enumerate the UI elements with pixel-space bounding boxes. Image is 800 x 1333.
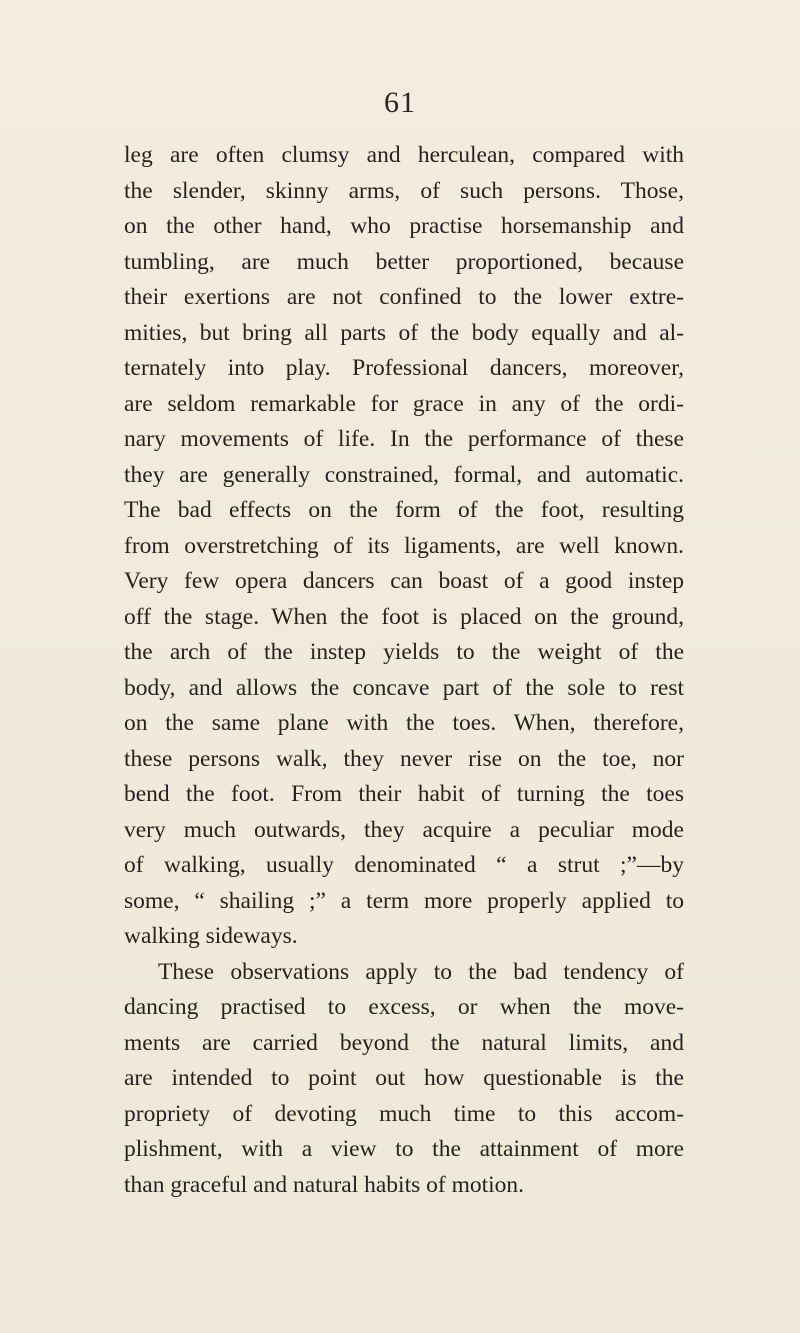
text-line: These observations apply to the bad tendency of: [158, 958, 684, 985]
text-line: Very few opera dancers can boast of a good instep: [124, 568, 684, 594]
text-line: some, “ shailing ;” a term more properly applied to: [124, 887, 684, 914]
text-line: from overstretching of its ligaments, are well known.: [124, 532, 684, 559]
text-line: plishment, with a view to the attainment of more: [124, 1136, 684, 1162]
paragraph: [124, 955, 684, 1204]
text-line: these persons walk, they never rise on the toe, nor: [124, 745, 684, 772]
text-line: dancing practised to excess, or when the move-: [124, 994, 684, 1020]
text-line: bend the foot. From their habit of turning the toes: [124, 781, 684, 807]
text-line: the slender, skinny arms, of such persons. Those,: [124, 177, 684, 204]
text-line: tumbling, are much better proportioned, because: [124, 248, 684, 275]
text-line: ments are carried beyond the natural limits, and: [124, 1029, 684, 1056]
text-line: the arch of the instep yields to the weight of the: [124, 639, 684, 665]
text-line: of walking, usually denominated “ a strut ;”—by: [124, 852, 684, 878]
text-line: mities, but bring all parts of the body equally and al-: [124, 319, 684, 346]
text-line: on the same plane with the toes. When, therefore,: [124, 710, 684, 736]
text-line: than graceful and natural habits of motion.: [124, 1171, 525, 1198]
text-line: walking sideways.: [124, 923, 298, 949]
text-line: body, and allows the concave part of the sole to rest: [124, 674, 684, 701]
text-line: they are generally constrained, formal, and automatic.: [124, 461, 684, 488]
body-text: [124, 138, 684, 1203]
text-line: very much outwards, they acquire a peculiar mode: [124, 816, 684, 843]
text-line: are intended to point out how questionable is the: [124, 1065, 684, 1091]
paragraph: [124, 138, 684, 955]
text-line: their exertions are not confined to the lower extre-: [124, 284, 684, 310]
page-number: 61: [384, 86, 416, 119]
text-line: on the other hand, who practise horsemanship and: [124, 213, 684, 239]
text-line: nary movements of life. In the performance of these: [124, 426, 684, 452]
text-line: ternately into play. Professional dancers, moreover,: [124, 355, 684, 381]
text-line: are seldom remarkable for grace in any of the ordi-: [124, 390, 684, 417]
text-line: The bad effects on the form of the foot, resulting: [124, 497, 684, 523]
text-line: leg are often clumsy and herculean, compared with: [124, 142, 684, 168]
text-line: off the stage. When the foot is placed on the ground,: [124, 603, 684, 630]
text-line: propriety of devoting much time to this accom-: [124, 1100, 684, 1127]
